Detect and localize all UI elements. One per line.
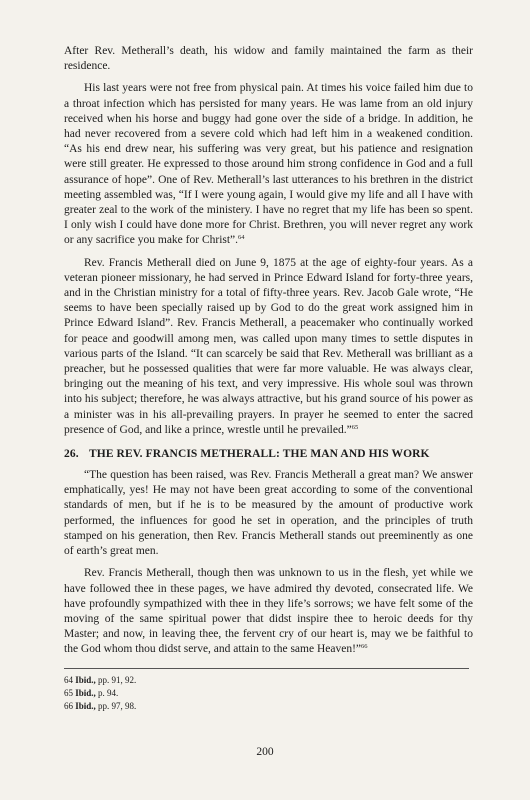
footnote-ref-66: 66 (361, 643, 368, 651)
footnote-65: 65 Ibid., p. 94. (64, 687, 119, 698)
page-number: 200 (256, 746, 274, 758)
paragraph-farewell: Rev. Francis Metherall, though then was unknown to us in the flesh, yet while we have followed thee in these pages, we have admired thy devoted, consecrated life. We have profoundly sympathized with thee in they life’s sorrows; we have felt some of the moving of the same spiritual power that didst inspire thee to heroic deeds for thy Master; and now, in leaving thee, the fervent cry of our heart is, may we be faithful to the God whom thou didst serve, and attain to the same Heaven!”$^{66}$ (64, 567, 473, 656)
footnote-66: 66 Ibid., pp. 97, 98. (64, 700, 137, 711)
footnote-divider (64, 668, 469, 669)
footnote-ref-64: 64 (238, 234, 245, 242)
paragraph-last-years: His last years were not free from physical pain. At times his voice failed him due to a throat infection which has persisted for many years. He was lame from an old injury received when his horse and buggy had gone over the side of a bridge. In addition, he had never recovered from a severe cold which had left him in a weakened condition. “As his end drew near, his suffering was very great, but his patience and resignation were still greater. He expressed to those around him strong confidence in God and a full assurance of hope”. One of Rev. Metherall’s last utterances to his brethren in the district meeting assembled was, “If I were young again, I would give my life and all I have with greater zeal to the work of the ministery. I have no regret that my life has been so spent. I only wish I could have done more for Christ. Brethren, you will never regret any work or any sacrifice you make for Christ”.$^{64}$ (64, 82, 473, 247)
section-heading (64, 447, 473, 462)
section-title: THE REV. FRANCIS METHERALL: THE MAN AND HIS WORK (89, 448, 430, 461)
section-number: 26. (64, 448, 79, 461)
footnotes (64, 674, 473, 713)
paragraph-death: Rev. Francis Metherall died on June 9, 1875 at the age of eighty-four years. As a veteran pioneer missionary, he had served in Prince Edward Island for forty-three years, and in the Christian ministry for a total of fifty-three years. Rev. Jacob Gale wrote, “He seems to have been specially raised up by God to do the great work assigned him in Prince Edward Island”. Rev. Francis Metherall, a peacemaker who continually worked for peace and goodwill among men, was called upon many times to settle disputes in various parts of the Island. “It can scarcely be said that Rev. Metherall was brilliant as a preacher, but he possessed qualities that were far more valuable. He was always clear, bringing out the meaning of his text, and very impressive. His whole soul was thrown into his subject; therefore, he was always attractive, but his grand source of his power as a minister was in his all-prevailing prayers. In prayer he seemed to enter the sacred presence of God, and like a prince, wrestle until he prevailed.”$^{65}$ (64, 256, 473, 436)
footnote-ref-65: 65 (351, 423, 359, 431)
paragraph-great-man: “The question has been raised, was Rev. Francis Metherall a great man? We answer emphatically, yes! He may not have been great according to some of the conventional standards of men, but if he is to be measured by the amount of productive work performed, the influences for good he set in operation, and the principles of truth stamped on his generation, then Rev. Francis Metherall stands out preeminently as one of earth’s great men. (64, 469, 473, 558)
footnote-64: 64 Ibid., pp. 91, 92. (64, 674, 137, 685)
paragraph-farm: After Rev. Metherall’s death, his widow and family maintained the farm as their residence. (64, 45, 473, 73)
